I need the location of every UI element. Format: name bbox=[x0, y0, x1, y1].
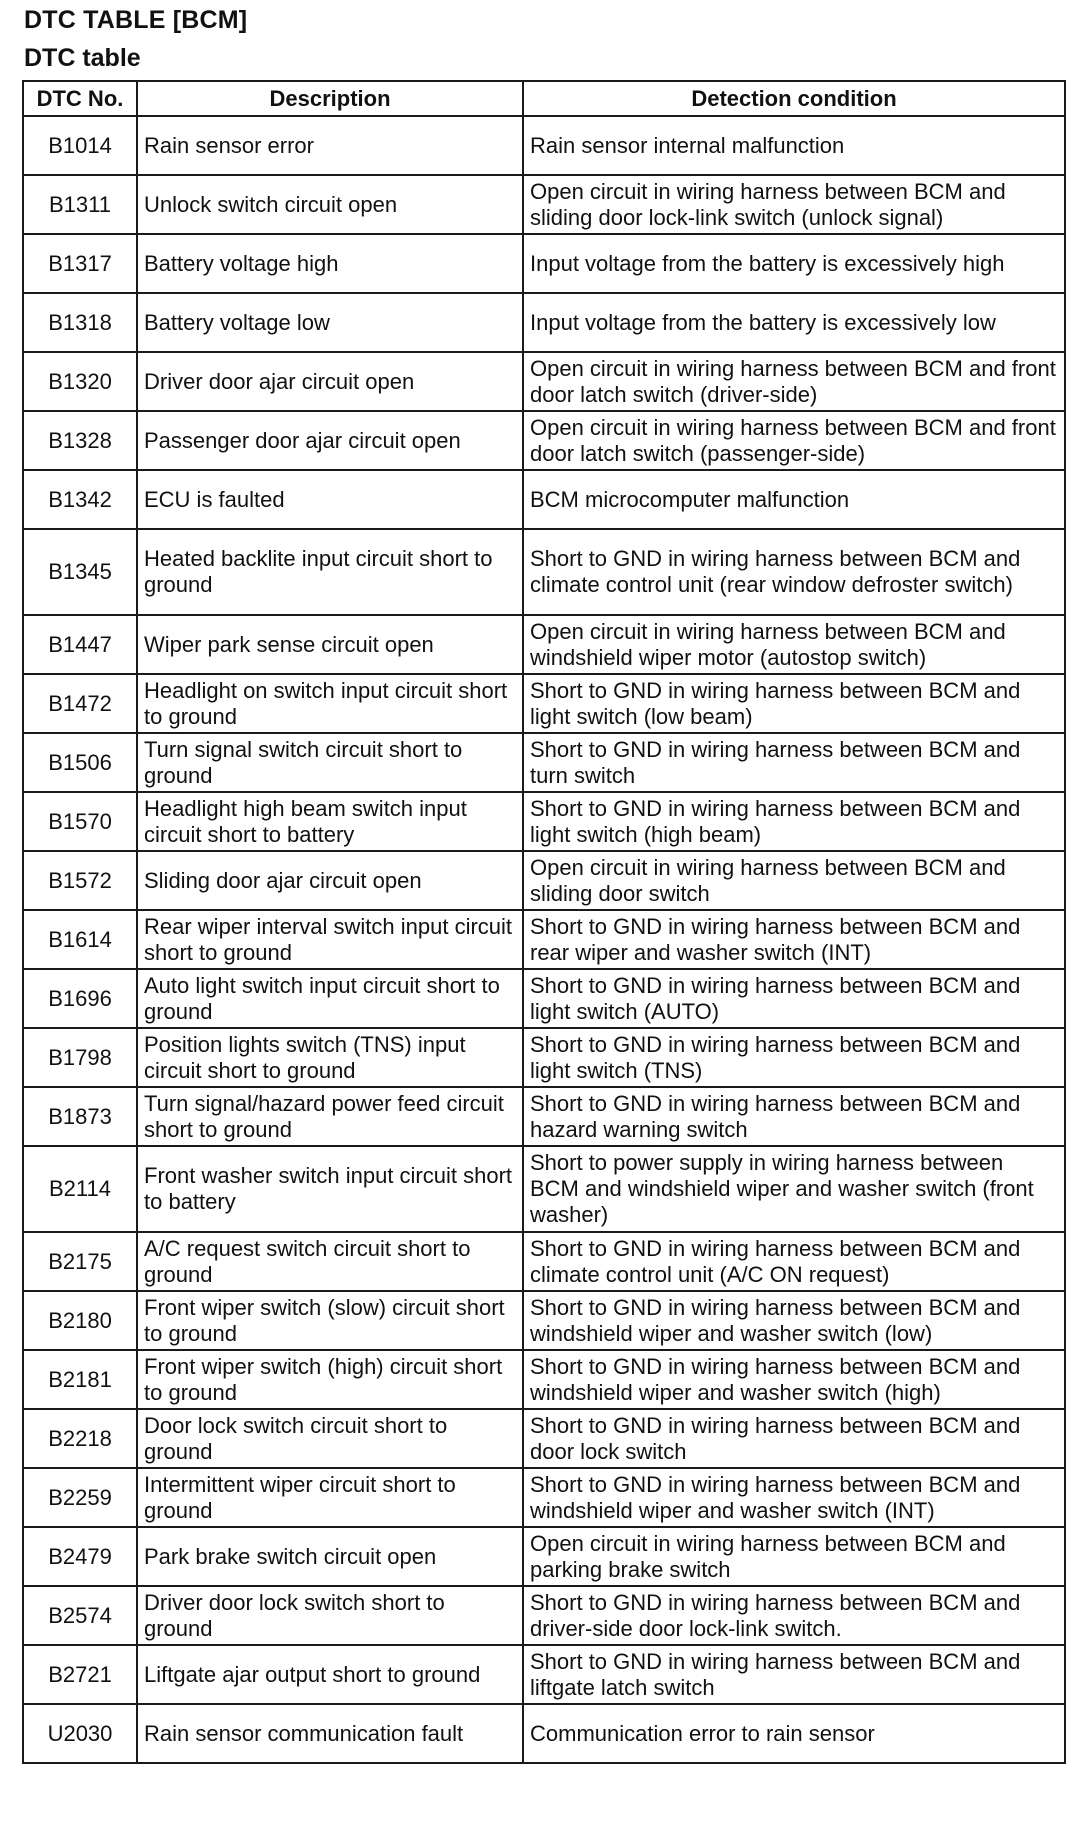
table-row bbox=[23, 175, 1065, 234]
description-cell: Driver door ajar circuit open bbox=[137, 352, 523, 411]
table-row bbox=[23, 234, 1065, 293]
description-cell: ECU is faulted bbox=[137, 470, 523, 529]
detection-condition-cell: Short to GND in wiring harness between BCM and windshield wiper and washer switch (INT) bbox=[523, 1468, 1065, 1527]
dtc-code-cell: B1014 bbox=[23, 116, 137, 175]
description-cell: Turn signal switch circuit short to ground bbox=[137, 733, 523, 792]
dtc-code-cell: B1311 bbox=[23, 175, 137, 234]
table-row bbox=[23, 733, 1065, 792]
table-row bbox=[23, 1645, 1065, 1704]
dtc-code-cell: B2218 bbox=[23, 1409, 137, 1468]
dtc-code-cell: B2479 bbox=[23, 1527, 137, 1586]
table-row bbox=[23, 1409, 1065, 1468]
detection-condition-cell: Short to GND in wiring harness between BCM and light switch (TNS) bbox=[523, 1028, 1065, 1087]
detection-condition-cell: Short to GND in wiring harness between BCM and light switch (high beam) bbox=[523, 792, 1065, 851]
detection-condition-cell: Short to GND in wiring harness between BCM and hazard warning switch bbox=[523, 1087, 1065, 1146]
detection-condition-cell: Open circuit in wiring harness between BCM and sliding door switch bbox=[523, 851, 1065, 910]
description-cell: Heated backlite input circuit short to ground bbox=[137, 529, 523, 615]
detection-condition-cell: Short to GND in wiring harness between BCM and turn switch bbox=[523, 733, 1065, 792]
description-cell: Rain sensor error bbox=[137, 116, 523, 175]
detection-condition-cell: Short to GND in wiring harness between BCM and liftgate latch switch bbox=[523, 1645, 1065, 1704]
dtc-code-cell: B2181 bbox=[23, 1350, 137, 1409]
page-title: DTC TABLE [BCM] bbox=[24, 6, 248, 34]
description-cell: Rain sensor communication fault bbox=[137, 1704, 523, 1763]
table-row bbox=[23, 1586, 1065, 1645]
description-cell: Headlight high beam switch input circuit short to battery bbox=[137, 792, 523, 851]
detection-condition-cell: Rain sensor internal malfunction bbox=[523, 116, 1065, 175]
dtc-code-cell: B2259 bbox=[23, 1468, 137, 1527]
description-cell: Rear wiper interval switch input circuit short to ground bbox=[137, 910, 523, 969]
dtc-code-cell: B1345 bbox=[23, 529, 137, 615]
dtc-code-cell: U2030 bbox=[23, 1704, 137, 1763]
description-cell: Liftgate ajar output short to ground bbox=[137, 1645, 523, 1704]
description-cell: A/C request switch circuit short to ground bbox=[137, 1232, 523, 1291]
dtc-code-cell: B1614 bbox=[23, 910, 137, 969]
column-header-dtc-no: DTC No. bbox=[23, 81, 137, 116]
table-row bbox=[23, 411, 1065, 470]
table-row bbox=[23, 851, 1065, 910]
dtc-code-cell: B2180 bbox=[23, 1291, 137, 1350]
table-row bbox=[23, 1146, 1065, 1232]
detection-condition-cell: Short to GND in wiring harness between BCM and light switch (AUTO) bbox=[523, 969, 1065, 1028]
description-cell: Unlock switch circuit open bbox=[137, 175, 523, 234]
detection-condition-cell: Short to GND in wiring harness between BCM and light switch (low beam) bbox=[523, 674, 1065, 733]
description-cell: Headlight on switch input circuit short to ground bbox=[137, 674, 523, 733]
detection-condition-cell: Open circuit in wiring harness between BCM and parking brake switch bbox=[523, 1527, 1065, 1586]
dtc-code-cell: B2574 bbox=[23, 1586, 137, 1645]
description-cell: Front wiper switch (slow) circuit short to ground bbox=[137, 1291, 523, 1350]
dtc-code-cell: B1472 bbox=[23, 674, 137, 733]
dtc-code-cell: B2721 bbox=[23, 1645, 137, 1704]
detection-condition-cell: Short to GND in wiring harness between BCM and windshield wiper and washer switch (high) bbox=[523, 1350, 1065, 1409]
dtc-code-cell: B1328 bbox=[23, 411, 137, 470]
detection-condition-cell: Input voltage from the battery is excessively high bbox=[523, 234, 1065, 293]
dtc-code-cell: B1506 bbox=[23, 733, 137, 792]
table-title: DTC table bbox=[24, 44, 141, 72]
dtc-code-cell: B2114 bbox=[23, 1146, 137, 1232]
dtc-code-cell: B1572 bbox=[23, 851, 137, 910]
table-body bbox=[23, 116, 1065, 1763]
detection-condition-cell: Short to GND in wiring harness between BCM and windshield wiper and washer switch (low) bbox=[523, 1291, 1065, 1350]
dtc-code-cell: B1447 bbox=[23, 615, 137, 674]
description-cell: Door lock switch circuit short to ground bbox=[137, 1409, 523, 1468]
detection-condition-cell: Short to GND in wiring harness between BCM and rear wiper and washer switch (INT) bbox=[523, 910, 1065, 969]
table-row bbox=[23, 470, 1065, 529]
description-cell: Battery voltage high bbox=[137, 234, 523, 293]
description-cell: Driver door lock switch short to ground bbox=[137, 1586, 523, 1645]
description-cell: Front wiper switch (high) circuit short to ground bbox=[137, 1350, 523, 1409]
table-row bbox=[23, 1232, 1065, 1291]
dtc-code-cell: B1696 bbox=[23, 969, 137, 1028]
detection-condition-cell: Short to GND in wiring harness between BCM and climate control unit (A/C ON request) bbox=[523, 1232, 1065, 1291]
description-cell: Front washer switch input circuit short to battery bbox=[137, 1146, 523, 1232]
detection-condition-cell: Input voltage from the battery is excessively low bbox=[523, 293, 1065, 352]
table-row bbox=[23, 792, 1065, 851]
dtc-code-cell: B1570 bbox=[23, 792, 137, 851]
description-cell: Passenger door ajar circuit open bbox=[137, 411, 523, 470]
dtc-code-cell: B2175 bbox=[23, 1232, 137, 1291]
table-row bbox=[23, 1527, 1065, 1586]
table-row bbox=[23, 969, 1065, 1028]
detection-condition-cell: Short to GND in wiring harness between BCM and driver-side door lock-link switch. bbox=[523, 1586, 1065, 1645]
table-row bbox=[23, 674, 1065, 733]
table-row bbox=[23, 1704, 1065, 1763]
table-row bbox=[23, 1028, 1065, 1087]
dtc-code-cell: B1798 bbox=[23, 1028, 137, 1087]
table-row bbox=[23, 352, 1065, 411]
table-row bbox=[23, 116, 1065, 175]
detection-condition-cell: Open circuit in wiring harness between BCM and sliding door lock-link switch (unlock signal) bbox=[523, 175, 1065, 234]
dtc-code-cell: B1317 bbox=[23, 234, 137, 293]
description-cell: Auto light switch input circuit short to ground bbox=[137, 969, 523, 1028]
detection-condition-cell: Short to GND in wiring harness between BCM and door lock switch bbox=[523, 1409, 1065, 1468]
description-cell: Wiper park sense circuit open bbox=[137, 615, 523, 674]
column-header-description: Description bbox=[137, 81, 523, 116]
table-header-row bbox=[23, 81, 1065, 116]
column-header-detection-condition: Detection condition bbox=[523, 81, 1065, 116]
detection-condition-cell: Open circuit in wiring harness between BCM and windshield wiper motor (autostop switch) bbox=[523, 615, 1065, 674]
description-cell: Turn signal/hazard power feed circuit short to ground bbox=[137, 1087, 523, 1146]
detection-condition-cell: Short to power supply in wiring harness between BCM and windshield wiper and washer switch (front washer) bbox=[523, 1146, 1065, 1232]
dtc-code-cell: B1318 bbox=[23, 293, 137, 352]
detection-condition-cell: Communication error to rain sensor bbox=[523, 1704, 1065, 1763]
table-row bbox=[23, 1350, 1065, 1409]
description-cell: Park brake switch circuit open bbox=[137, 1527, 523, 1586]
description-cell: Position lights switch (TNS) input circuit short to ground bbox=[137, 1028, 523, 1087]
table-row bbox=[23, 1468, 1065, 1527]
description-cell: Sliding door ajar circuit open bbox=[137, 851, 523, 910]
dtc-code-cell: B1873 bbox=[23, 1087, 137, 1146]
detection-condition-cell: Open circuit in wiring harness between BCM and front door latch switch (passenger-side) bbox=[523, 411, 1065, 470]
table-row bbox=[23, 529, 1065, 615]
table-row bbox=[23, 910, 1065, 969]
table-row bbox=[23, 293, 1065, 352]
detection-condition-cell: BCM microcomputer malfunction bbox=[523, 470, 1065, 529]
dtc-table bbox=[22, 80, 1066, 1764]
dtc-code-cell: B1320 bbox=[23, 352, 137, 411]
table-row bbox=[23, 1087, 1065, 1146]
table-row bbox=[23, 615, 1065, 674]
detection-condition-cell: Short to GND in wiring harness between BCM and climate control unit (rear window defroster switch) bbox=[523, 529, 1065, 615]
detection-condition-cell: Open circuit in wiring harness between BCM and front door latch switch (driver-side) bbox=[523, 352, 1065, 411]
description-cell: Intermittent wiper circuit short to ground bbox=[137, 1468, 523, 1527]
description-cell: Battery voltage low bbox=[137, 293, 523, 352]
dtc-code-cell: B1342 bbox=[23, 470, 137, 529]
table-row bbox=[23, 1291, 1065, 1350]
